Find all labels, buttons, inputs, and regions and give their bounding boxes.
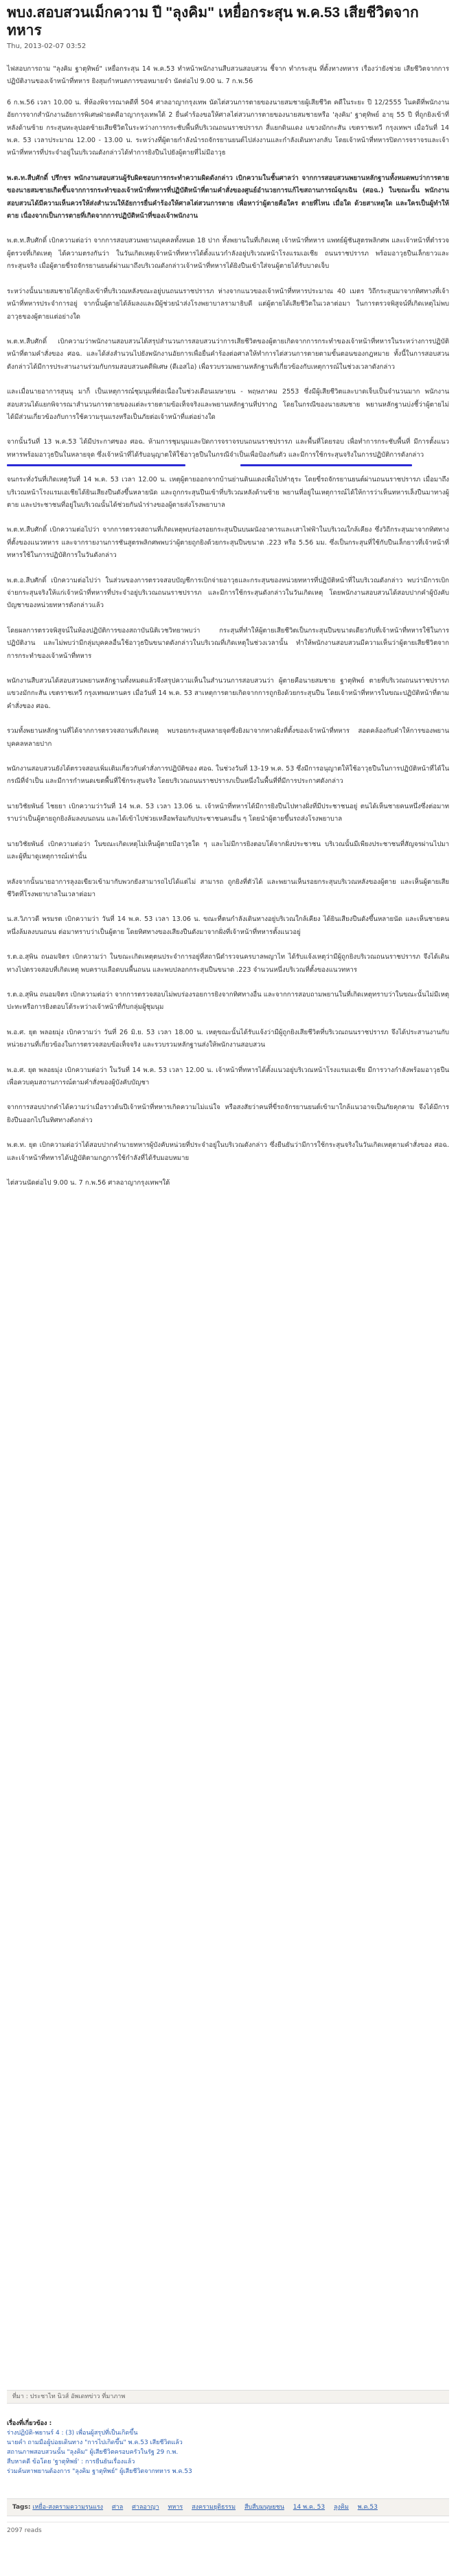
article-signoff: ไต่สวนนัดต่อไป 9.00 น. 7 ก.พ.56 ศาลอาญากรุงเทพฯใต้ <box>7 1179 170 1187</box>
tag-link[interactable]: ศาล <box>111 2504 124 2511</box>
related-heading: เรื่องที่เกี่ยวข้อง : <box>7 2420 52 2427</box>
article-paragraph: นายวิชัยพันธ์ เบิกความต่อว่า ในขณะเกิดเหตุไม่เห็นผู้ตายมีอาวุธใด ๆ และไม่มีการยิงตอบโต้จากฝั่งประชาชน บริเวณนั้นมีเพียงประชาชนที่สัญจรผ่านไปมาและผู้ที่มาดูเหตุการณ์เท่านั้น <box>7 840 449 861</box>
article-paragraph: นายวิชัยพันธ์ ไชยยา เบิกความว่าวันที่ 14 พ.ค. 53 เวลา 13.06 น. เจ้าหน้าที่ทหารได้มีการยิงปืนไปทางฝั่งที่มีประชาชนอยู่ ตนได้เห็นชายคนหนึ่งซึ่งต่อมาทราบว่าเป็นผู้ตายถูกยิงล้มลงบนถนน และได้เข้าไปช่วยเหลือพร้อมกับประชาชนคนอื่น ๆ โดยนำผู้ตายขึ้นรถส่งโรงพยาบาล <box>7 802 449 823</box>
article-paragraph: ระหว่างนั้นนายสมชายได้ถูกยิงเข้าที่บริเวณหลังขณะอยู่บนถนนราชปรารภ ห่างจากแนวของเจ้าหน้าที่ทหารประมาณ 40 เมตร วิถีกระสุนมาจากทิศทางที่เจ้าหน้าที่ทหารประจำการอยู่ จากนั้นผู้ตายได้ล้มลงและมีผู้ช่วยนำส่งโรงพยาบาลรามาธิบดี แต่ผู้ตายได้เสียชีวิตในเวลาต่อมา ในการตรวจพิสูจน์ที่เกิดเหตุไม่พบอาวุธของผู้ตายแต่อย่างใด <box>7 287 449 321</box>
read-count: 2097 reads <box>7 2527 42 2534</box>
tag-link[interactable]: ศาลอาญา <box>132 2504 159 2511</box>
related-link[interactable]: นายคำ ถามมือผู้บ่อยเดินทาง "การไปเกิดขึ้น" พ.ค.53 เสียชีวิตแล้ว <box>7 2439 183 2446</box>
source-bar <box>7 2390 449 2404</box>
article-paragraph: จากนั้นวันที่ 13 พ.ค.53 ได้มีประกาศของ ศอฉ. ห้ามการชุมนุมและปิดการจราจรบนถนนราชปรารภ และพื้นที่โดยรอบ เพื่อทำการกระชับพื้นที่ มีการตั้งแนวทหารพร้อมอาวุธปืนในหลายจุด ซึ่งเจ้าหน้าที่ได้รับอนุญาตให้ใช้อาวุธปืนในกรณีจำเป็นเพื่อป้องกันตัว และมีการใช้กระสุนจริงในการปฏิบัติการดังกล่าว <box>7 438 449 459</box>
source-prefix: ที่มา : <box>12 2393 30 2400</box>
article-paragraph: ไฟสอบการถาม "ลุงคิม ฐาตุทิพย์" เหยื่อกระสุน 14 พ.ค.53 ทำหน้าพนักงานสืบสวนสอบสวน ชี้จาก ทำกระสุน ที่ตั้งทางทหาร เรื่องว่ายังช่วย เสียชีวิตจากการปฏิบัติงานของเจ้าหน้าที่ทหาร ยิงสุมกำหนดการขอหมายจำ นัดต่อไป 9.00 น. 7 ก.พ.56 <box>7 65 449 86</box>
article-title: พบง.สอบสวนเม็กความ ปี "ลุงคิม" เหยื่อกระสุน พ.ค.53 เสียชีวิตจากทหาร <box>7 5 419 38</box>
article-paragraph: พ.อ.ศ. ยุต พลอยมุ่ง เบิกความต่อว่า ในวันที่ 14 พ.ค. 53 เวลา 12.00 น. เจ้าหน้าที่ทหารได้ตั้งแนวอยู่บริเวณหน้าโรงแรมเอเชีย มีการวางกำลังพร้อมอาวุธปืนเพื่อควบคุมสถานการณ์ตามคำสั่งของผู้บังคับบัญชา <box>7 1066 449 1086</box>
tags-bar <box>7 2498 449 2516</box>
article-paragraph: น.ส.วิภาวดี พรมรต เบิกความว่า วันที่ 14 พ.ค. 53 เวลา 13.06 น. ขณะที่ตนกำลังเดินทางอยู่บริเวณใกล้เคียง ได้ยินเสียงปืนดังขึ้นหลายนัด และเห็นชายคนหนึ่งล้มลงบนถนน ต่อมาทราบว่าเป็นผู้ตาย โดยทิศทางของเสียงปืนดังมาจากฝั่งที่เจ้าหน้าที่ทหารตั้งแนวอยู่ <box>7 915 449 936</box>
highlight-underline <box>7 464 185 466</box>
article-paragraph: จากการสอบปากคำได้ความว่าเมื่อราวต้นปีเจ้าหน้าที่ทหารเกิดความไม่แน่ใจ หรือสงสัยว่าคนที่ขี่รถจักรยานยนต์เข้ามาใกล้แนวอาจเป็นภัยคุกคาม จึงได้มีการยิงปืนออกไปในทิศทางดังกล่าว <box>7 1104 449 1124</box>
related-link[interactable]: สถานภาพสอบสวนนั้น "ลุงคิม" ผู้เสียชีวิตครอบครัวในรัฐ 29 ก.พ. <box>7 2449 179 2456</box>
related-link[interactable]: สืบหาคดี ข้อโดย 'ฐาตุทิพย์' : การยืนยันเรื่องแล้ว <box>7 2459 135 2465</box>
article-date: Thu, 2013-02-07 03:52 <box>7 43 87 50</box>
article-paragraph: โดยผลการตรวจพิสูจน์ในห้องปฏิบัติการของสถาบันนิติเวชวิทยาพบว่า กระสุนที่ทำให้ผู้ตายเสียชีวิตเป็นกระสุนปืนขนาดเดียวกับที่เจ้าหน้าที่ทหารใช้ในการปฏิบัติงาน และไม่พบว่ามีกลุ่มบุคคลอื่นใช้อาวุธปืนขนาดดังกล่าวในบริเวณที่เกิดเหตุในช่วงเวลานั้น ทำให้พนักงานสอบสวนมีความเห็นว่าผู้ตายเสียชีวิตจากการกระทำของเจ้าหน้าที่ทหาร <box>7 626 449 660</box>
tags-label: Tags: <box>12 2504 31 2511</box>
article-paragraph: พ.ต.ท.สืบศักดิ์ ปรึกชร พนักงานสอบสวนผู้รับผิดชอบการกระทำความผิดดังกล่าว เบิกความในชั้นศาลว่า จากการสอบสวนพยานหลักฐานทั้งหมดพบว่าการตายของนายสมชายเกิดขึ้นจากการกระทำของเจ้าหน้าที่ทหารที่ปฏิบัติหน้าที่ตามคำสั่งของศูนย์อำนวยการแก้ไขสถานการณ์ฉุกเฉิน (ศอฉ.) ในขณะนั้น พนักงานสอบสวนได้มีความเห็นควรให้ส่งสำนวนให้อัยการยื่นคำร้องให้ศาลไต่สวนการตาย เพื่อหาว่าผู้ตายคือใคร ตายที่ไหน เมื่อใด ด้วยสาเหตุใด และใครเป็นผู้ทำให้ตาย เนื่องจากเป็นการตายที่เกิดจากการปฏิบัติหน้าที่ของเจ้าพนักงาน <box>7 174 449 220</box>
article-paragraph: พ.ต.ท. ยุต เบิกความต่อว่าได้สอบปากคำนายทหารผู้บังคับหน่วยที่ประจำอยู่ในบริเวณดังกล่าว ซึ่งยืนยันว่ามีการใช้กระสุนจริงในวันเกิดเหตุตามคำสั่งของ ศอฉ. และเจ้าหน้าที่ทหารได้ปฏิบัติตามกฎการใช้กำลังที่ได้รับมอบหมาย <box>7 1141 449 1162</box>
article-paragraph: พ.ต.ท.สืบศักดิ์ เบิกความว่าพนักงานสอบสวนได้สรุปสำนวนการสอบสวนว่าการเสียชีวิตของผู้ตายเกิดจากการกระทำของเจ้าหน้าที่ทหารในระหว่างการปฏิบัติหน้าที่ตามคำสั่งของ ศอฉ. และได้ส่งสำนวนไปยังพนักงานอัยการเพื่อยื่นคำร้องต่อศาลให้ทำการไต่สวนการตายตามขั้นตอนของกฎหมาย ทั้งนี้ในการสอบสวนดังกล่าวได้มีการประสานงานร่วมกับกรมสอบสวนคดีพิเศษ (ดีเอสไอ) เพื่อรวบรวมพยานหลักฐานที่เกี่ยวข้องกับเหตุการณ์ในช่วงเวลาดังกล่าว <box>7 337 449 371</box>
article-paragraph: ร.ต.อ.สุพิน ถนอมจิตร เบิกความต่อว่า จากการตรวจสอบไม่พบร่องรอยการยิงจากทิศทางอื่น และจากการสอบถามพยานในที่เกิดเหตุทราบว่าในขณะนั้นไม่มีเหตุปะทะหรือการยิงตอบโต้ระหว่างเจ้าหน้าที่กับกลุ่มผู้ชุมนุม <box>7 990 449 1012</box>
article-paragraph: รวมทั้งพยานหลักฐานที่ได้จากการตรวจสถานที่เกิดเหตุ พบรอยกระสุนหลายจุดซึ่งยิงมาจากทางฝั่งที่ตั้งของเจ้าหน้าที่ทหาร สอดคล้องกับคำให้การของพยานบุคคลหลายปาก <box>7 727 449 748</box>
article-paragraph: พนักงานสืบสวนได้สอบสวนพยานหลักฐานทั้งหมดแล้วจึงสรุปความเห็นในสำนวนการสอบสวนว่า ผู้ตายคือนายสมชาย ฐาตุทิพย์ ตายที่บริเวณถนนราชปรารภ แขวงมักกะสัน เขตราชเทวี กรุงเทพมหานคร เมื่อวันที่ 14 พ.ค. 53 สาเหตุการตายเกิดจากการถูกยิงด้วยกระสุนปืน โดยเจ้าหน้าที่ทหารในขณะปฏิบัติหน้าที่ตามคำสั่งของ ศอฉ. <box>7 677 449 710</box>
tag-link[interactable]: ลุงคิม <box>333 2504 349 2511</box>
related-link[interactable]: ร่างปฏิบัติ-พยานร์ 4 : (3) เพื่อนผู้สรุปที่เป็นเกิดขึ้น <box>7 2430 138 2437</box>
article-paragraph: พนักงานสอบสวนยังได้ตรวจสอบเพิ่มเติมเกี่ยวกับคำสั่งการปฏิบัติของ ศอฉ. ในช่วงวันที่ 13-19 พ.ค. 53 ซึ่งมีการอนุญาตให้ใช้อาวุธปืนในการปฏิบัติหน้าที่ได้ในกรณีที่จำเป็น และมีการกำหนดเขตพื้นที่ใช้กระสุนจริง โดยบริเวณถนนราชปรารภเป็นหนึ่งในพื้นที่ที่มีการประกาศดังกล่าว <box>7 765 449 786</box>
article-body <box>7 63 449 1189</box>
tag-link[interactable]: ทหาร <box>168 2504 183 2511</box>
highlight-underline <box>240 464 412 466</box>
related-link[interactable]: ร่วมค้นหาพยานต้องการ "ลุงคิม ฐาตุทิพย์" ผู้เสียชีวิตจากทหาร พ.ค.53 <box>7 2468 192 2475</box>
tag-link[interactable]: พ.ค.53 <box>357 2504 378 2511</box>
article-paragraph: พ.ต.ท.สืบศักดิ์ เบิกความต่อไปว่า จากการตรวจสถานที่เกิดเหตุพบร่องรอยกระสุนปืนบนผนังอาคารและเสาไฟฟ้าในบริเวณใกล้เคียง ซึ่งวิถีกระสุนมาจากทิศทางที่ตั้งของแนวทหาร และจากรายงานการชันสูตรพลิกศพพบว่าผู้ตายถูกยิงด้วยกระสุนปืนขนาด .223 หรือ 5.56 มม. ซึ่งเป็นกระสุนที่ใช้กับปืนเล็กยาวที่เจ้าหน้าที่ทหารใช้ในการปฏิบัติการในวันดังกล่าว <box>7 526 449 560</box>
article-paragraph: พ.อ.ศ. ยุต พลอยมุ่ง เบิกความว่า วันที่ 26 มิ.ย. 53 เวลา 18.00 น. เหตุขณะนั้นได้รับแจ้งว่ามีผู้ถูกยิงเสียชีวิตที่บริเวณถนนราชปรารภ จึงได้ประสานงานกับหน่วยงานที่เกี่ยวข้องในการตรวจสอบข้อเท็จจริง และรวบรวมหลักฐานส่งให้พนักงานสอบสวน <box>7 1028 449 1049</box>
related-section <box>7 2419 449 2476</box>
tag-link[interactable]: เหยื่อ-สงครามความรุนแรง <box>32 2504 104 2511</box>
tag-link[interactable]: สืบสืบมนุษยชน <box>244 2504 284 2511</box>
article-paragraph: และเมื่อนายอาการสุนนุ มาก็ เป็นเหตุการณ์ชุมนุมที่ต่อเนื่องในช่วงเดือนเมษายน - พฤษภาคม 2553 ซึ่งมีผู้เสียชีวิตและบาดเจ็บเป็นจำนวนมาก พนักงานสอบสวนได้แยกพิจารณาสำนวนการตายของแต่ละรายตามข้อเท็จจริงและพยานหลักฐานที่ปรากฏ โดยในกรณีของนายสมชาย พยานหลักฐานบ่งชี้ว่าผู้ตายไม่ได้มีส่วนเกี่ยวข้องกับการใช้ความรุนแรงหรือเป็นภัยต่อเจ้าหน้าที่แต่อย่างใด <box>7 388 449 421</box>
source-text: ประชาไท นิวส์ อัพเดทข่าว ที่มาภาพ <box>30 2393 126 2400</box>
article-paragraph: หลังจากนั้นนายอาการลุงอเขียวเข้ามากับพวกยังสามารถไปได้แต่ไม่ สามารถ ถูกยิงที่ตัวได้ และพยานเห็นรอยกระสุนบริเวณหลังของผู้ตาย และเห็นผู้ตายเสียชีวิตที่โรงพยาบาลในเวลาต่อมา <box>7 878 449 898</box>
article-paragraph: พ.ต.อ.สืบศักดิ์ เบิกความต่อไปว่า ในส่วนของการตรวจสอบบัญชีการเบิกจ่ายอาวุธและกระสุนของหน่วยทหารที่ปฏิบัติหน้าที่ในบริเวณดังกล่าว พบว่ามีการเบิกจ่ายกระสุนจริงให้แก่เจ้าหน้าที่ทหารที่ประจำอยู่บริเวณถนนราชปรารภ และมีการใช้กระสุนดังกล่าวในวันเกิดเหตุ โดยพนักงานสอบสวนได้สอบปากคำผู้บังคับบัญชาของหน่วยทหารดังกล่าวแล้ว <box>7 576 449 610</box>
article-paragraph: ร.ต.อ.สุพิน ถนอมจิตร เบิกความว่า ในขณะเกิดเหตุตนประจำการอยู่ที่สถานีตำรวจนครบาลพญาไท ได้รับแจ้งเหตุว่ามีผู้ถูกยิงบริเวณถนนราชปรารภ จึงได้เดินทางไปตรวจสอบที่เกิดเหตุ พบคราบเลือดบนพื้นถนน และพบปลอกกระสุนปืนขนาด .223 จำนวนหนึ่งบริเวณที่ตั้งของแนวทหาร <box>7 953 449 974</box>
article-paragraph: 6 ก.พ.56 เวลา 10.00 น. ที่ห้องพิจารณาคดีที่ 504 ศาลอาญากรุงเทพ นัดไต่สวนการตายของนายสมชายผู้เสียชีวิต คดีในระยะ ปี 12/2555 ในคดีที่พนักงานอัยการจากสำนักงานอัยการพิเศษฝ่ายคดีอาญากรุงเทพใต้ 2 ยื่นคำร้องขอให้ศาลไต่สวนการตายของนายสมชายหรือ 'ลุงคิม' ฐาตุทิพย์ อายุ 55 ปี ที่ถูกยิงเข้าที่หลังด้านซ้าย กระสุนทะลุปอดซ้ายเสียชีวิตในระหว่างการกระชับพื้นที่บริเวณถนนราชปรารภ สี่แยกดินแดง แขวงมักกะสัน เขตราชเทวี กรุงเทพฯ เมื่อวันที่ 14 พ.ค. 53 เวลาประมาณ 12.00 - 13.00 น. ระหว่างที่ผู้ตายกำลังนำรถจักรยานยนต์ไปส่งงานและกำลังเดินทางกลับ โดยเจ้าหน้าที่ทหารปิดการจราจรและเจ้าหน้าที่ทหารที่ประจำอยู่ในบริเวณดังกล่าวได้ทำการยิงปืนไปยังผู้ตายที่ไม่มีอาวุธ <box>7 98 449 157</box>
tag-link[interactable]: 14 พ.ค. 53 <box>293 2504 326 2511</box>
article-paragraph: จนกระทั่งวันที่เกิดเหตุวันที่ 14 พ.ค. 53 เวลา 12.00 น. เหตุผู้ตายออกจากบ้านย่านดินแดงเพื่อไปทำธุระ โดยขี่รถจักรยานยนต์ผ่านถนนราชปรารภ เมื่อมาถึงบริเวณหน้าโรงแรมเอเชียได้ยินเสียงปืนดังขึ้นหลายนัด และถูกกระสุนปืนเข้าที่บริเวณหลังด้านซ้าย พยานที่อยู่ในเหตุการณ์ได้ให้การว่าเห็นทหารเล็งปืนมาทางผู้ตาย และประชาชนที่อยู่ในบริเวณนั้นได้ช่วยกันนำร่างของผู้ตายส่งโรงพยาบาล <box>7 476 449 509</box>
article-paragraph: พ.ต.ท.สืบศักดิ์ เบิกความต่อว่า จากการสอบสวนพยานบุคคลทั้งหมด 18 ปาก ทั้งพยานในที่เกิดเหตุ เจ้าหน้าที่ทหาร แพทย์ผู้ชันสูตรพลิกศพ และเจ้าหน้าที่ตำรวจผู้ตรวจที่เกิดเหตุ ได้ความตรงกันว่า ในวันเกิดเหตุเจ้าหน้าที่ทหารได้ตั้งแนวกำลังอยู่บริเวณหน้าโรงแรมเอเชีย ถนนราชปรารภ พร้อมอาวุธปืนเล็กยาวและกระสุนจริง เมื่อผู้ตายขี่รถจักรยานยนต์ผ่านมาถึงบริเวณดังกล่าวเจ้าหน้าที่ทหารได้ยิงปืนเข้าใส่จนผู้ตายได้รับบาดเจ็บ <box>7 237 449 271</box>
tag-link[interactable]: สงครามยุติธรรม <box>192 2504 236 2511</box>
